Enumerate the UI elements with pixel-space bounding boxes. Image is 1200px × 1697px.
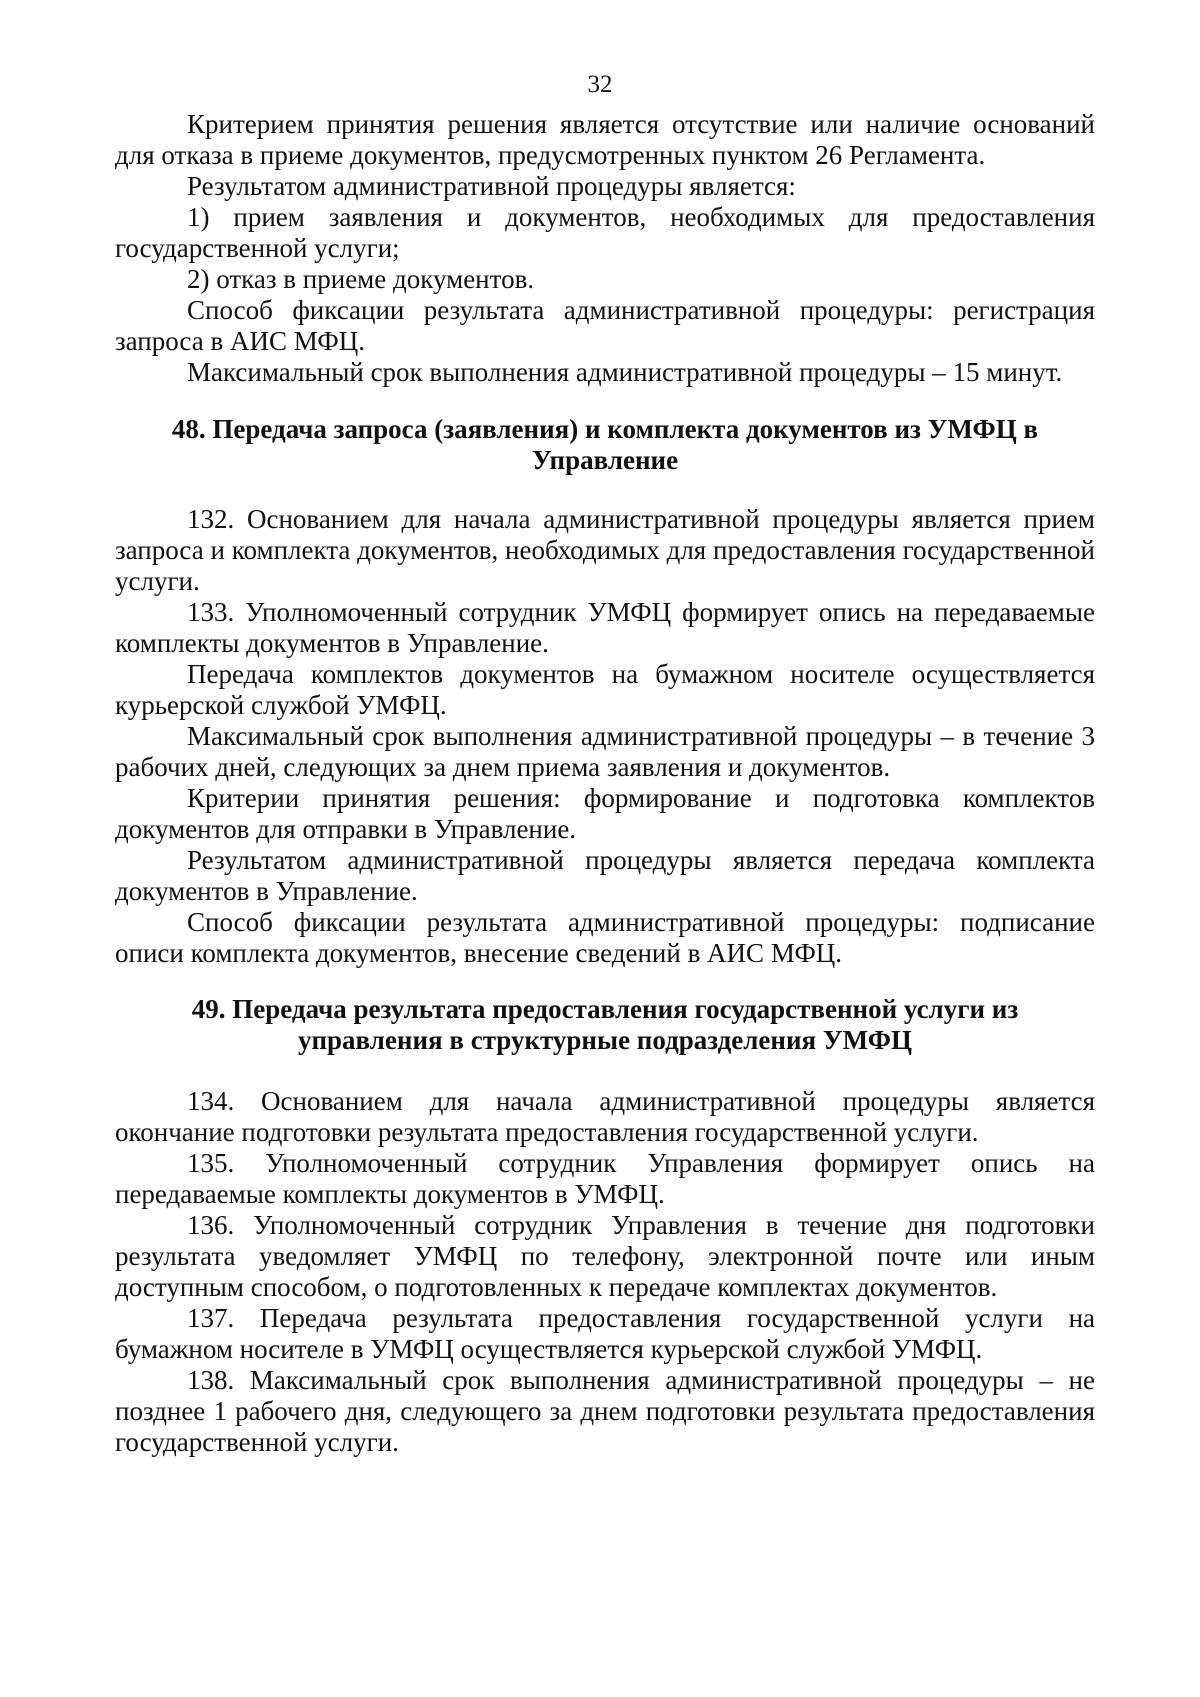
paragraph-133-fixation: Способ фиксации результата административной процедуры: подписание описи комплекта документов, внесение сведений в АИС МФЦ. (115, 907, 1095, 968)
paragraph-136: 136. Уполномоченный сотрудник Управления в течение дня подготовки результата уведомляет УМФЦ по телефону, электронной почте или иным доступным способом, о подготовленных к передаче комплектах документов. (115, 1210, 1095, 1302)
paragraph-133-transfer: Передача комплектов документов на бумажном носителе осуществляется курьерской службой УМФЦ. (115, 659, 1095, 720)
paragraph-result-intro: Результатом административной процедуры является: (187, 171, 796, 201)
page-number: 32 (587, 71, 613, 98)
paragraph-max-duration: Максимальный срок выполнения административной процедуры – 15 минут. (187, 357, 1063, 387)
section-heading-49 (115, 994, 1095, 1056)
paragraph-135: 135. Уполномоченный сотрудник Управления формирует опись на передаваемые комплекты документов в УМФЦ. (115, 1148, 1095, 1209)
paragraph-result-item-2: 2) отказ в приеме документов. (187, 264, 535, 294)
section-heading-48-line2: Управление (531, 445, 679, 475)
paragraph-fixation-method: Способ фиксации результата административной процедуры: регистрация запроса в АИС МФЦ. (115, 295, 1095, 356)
section-heading-48-line1: 48. Передача запроса (заявления) и комплекта документов из УМФЦ в (171, 414, 1039, 444)
document-body (115, 109, 1095, 1458)
paragraph-132: 132. Основанием для начала административной процедуры является прием запроса и комплекта документов, необходимых для предоставления государственной услуги. (115, 504, 1095, 596)
paragraph-133: 133. Уполномоченный сотрудник УМФЦ формирует опись на передаваемые комплекты документов в Управление. (115, 597, 1095, 658)
paragraph-criterion: Критерием принятия решения является отсутствие или наличие оснований для отказа в приеме документов, предусмотренных пунктом 26 Регламента. (115, 109, 1095, 170)
paragraph-133-criteria: Критерии принятия решения: формирование и подготовка комплектов документов для отправки в Управление. (115, 783, 1095, 844)
paragraph-133-result: Результатом административной процедуры является передача комплекта документов в Управление. (115, 845, 1095, 906)
paragraph-133-max-duration: Максимальный срок выполнения административной процедуры – в течение 3 рабочих дней, следующих за днем приема заявления и документов. (115, 721, 1095, 782)
paragraph-result-item-1: 1) прием заявления и документов, необходимых для предоставления государственной услуги; (115, 202, 1095, 263)
section-heading-49-line1: 49. Передача результата предоставления государственной услуги из (191, 994, 1019, 1024)
section-heading-49-line2: управления в структурные подразделения УМФЦ (297, 1025, 912, 1055)
paragraph-137: 137. Передача результата предоставления государственной услуги на бумажном носителе в УМФЦ осуществляется курьерской службой УМФЦ. (115, 1303, 1095, 1364)
paragraph-138: 138. Максимальный срок выполнения административной процедуры – не позднее 1 рабочего дня, следующего за днем подготовки результата предоставления государственной услуги. (115, 1365, 1095, 1457)
paragraph-134: 134. Основанием для начала административной процедуры является окончание подготовки результата предоставления государственной услуги. (115, 1086, 1095, 1147)
section-heading-48 (115, 414, 1095, 476)
